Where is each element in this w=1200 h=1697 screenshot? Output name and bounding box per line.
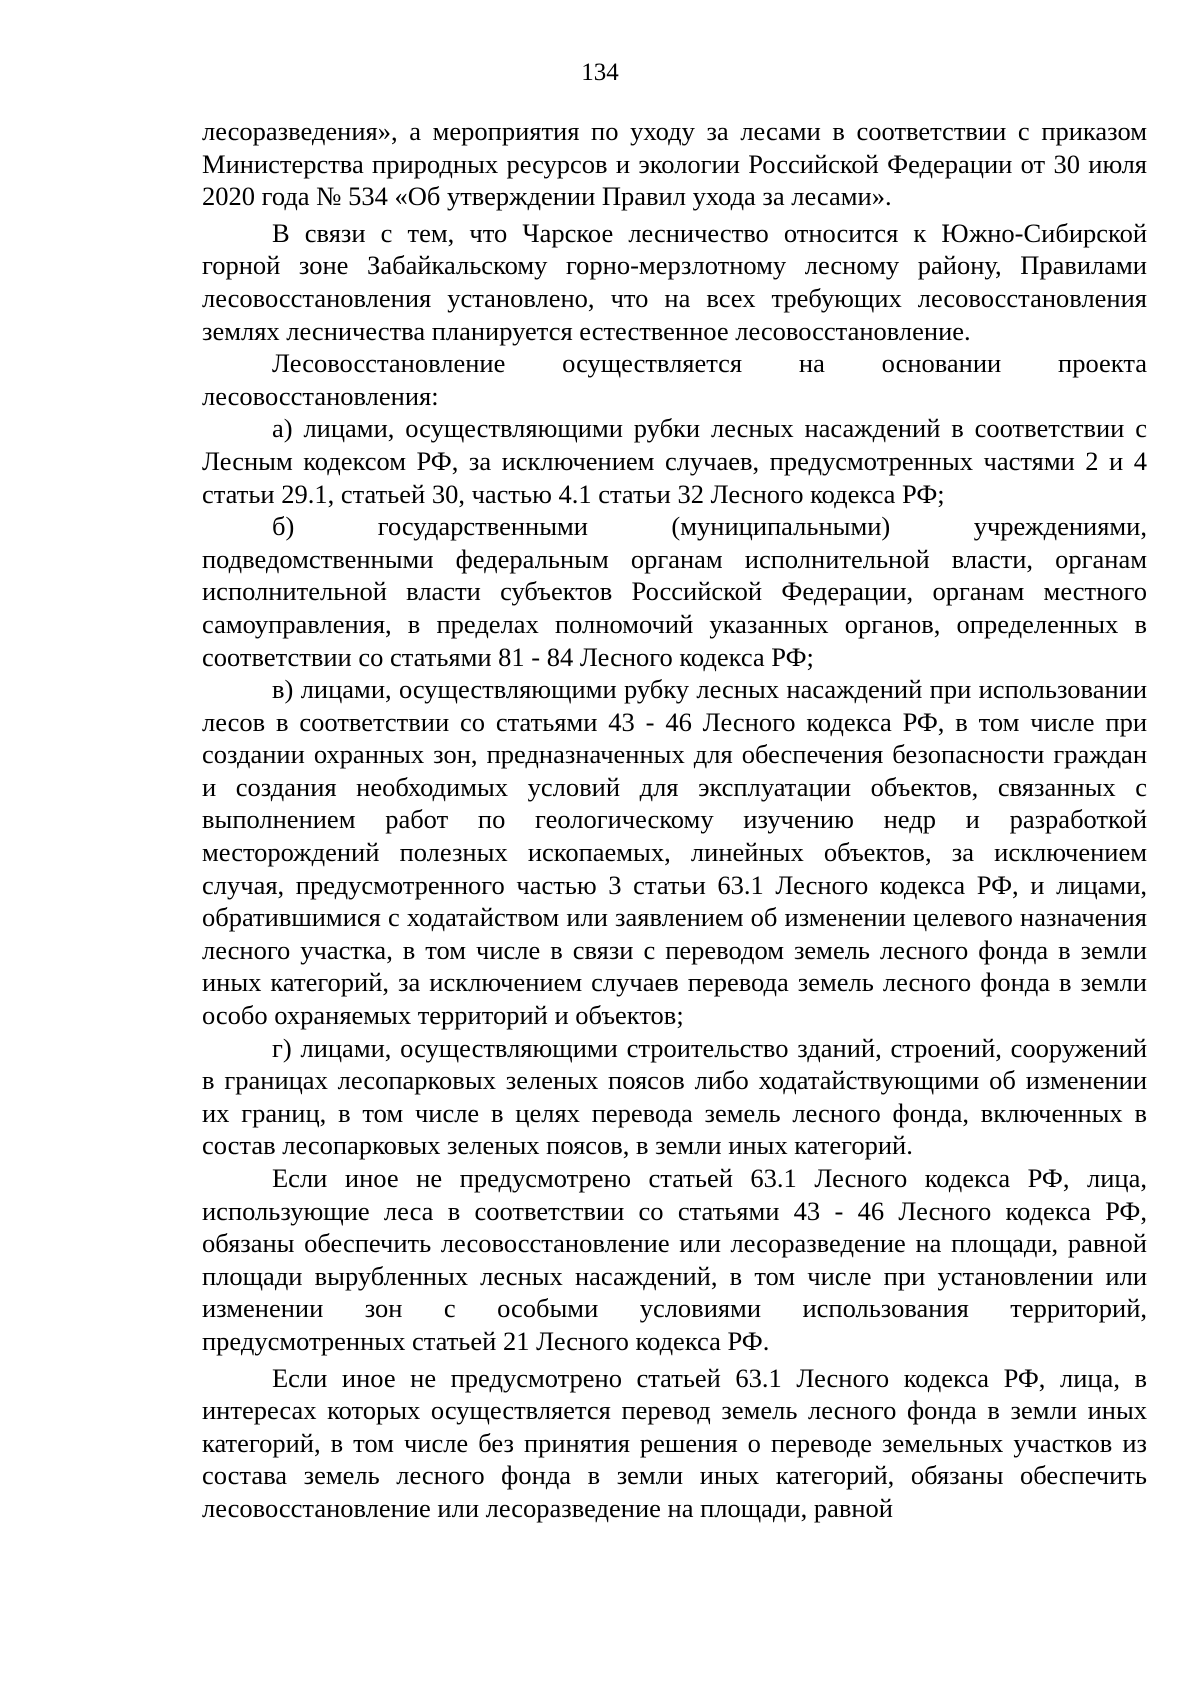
paragraph-land-transfer-obligation: Если иное не предусмотрено статьей 63.1 Лесного кодекса РФ, лица, в интересах которых осуществляется перевод земель лесного фонда в земли иных категорий, в том числе без принятия решения о переводе земельных участков из состава земель лесного фонда в земли иных категорий, обязаны обеспечить лесовосстановление или лесоразведение на площади, равной (202, 1362, 1147, 1523)
paragraph-reforestation-basis: Лесовосстановление осуществляется на основании проекта лесовосстановления: (202, 348, 1147, 411)
list-item-a: а) лицами, осуществляющими рубки лесных насаждений в соответствии с Лесным кодексом РФ, за исключением случаев, предусмотренных частями 2 и 4 статьи 29.1, статьей 30, частью 4.1 статьи 32 Лесного кодекса РФ; (202, 413, 1147, 509)
list-item-v: в) лицами, осуществляющими рубку лесных насаждений при использовании лесов в соответствии со статьями 43 - 46 Лесного кодекса РФ, в том числе при создании охранных зон, предназначенных для обеспечения безопасности граждан и создания необходимых условий для эксплуатации объектов, связанных с выполнением работ по геологическому изучению недр и разработкой месторождений полезных ископаемых, линейных объектов, за исключением случая, предусмотренного частью 3 статьи 63.1 Лесного кодекса РФ, и лицами, обратившимися с ходатайством или заявлением об изменении целевого назначения лесного участка, в том числе в связи с переводом земель лесного фонда в земли иных категорий, за исключением случаев перевода земель лесного фонда в земли особо охраняемых территорий и объектов; (202, 674, 1147, 1031)
list-item-b: б) государственными (муниципальными) учреждениями, подведомственными федеральным органам исполнительной власти, органам исполнительной власти субъектов Российской Федерации, органам местного самоуправления, в пределах полномочий указанных органов, определенных в соответствии со статьями 81 - 84 Лесного кодекса РФ; (202, 511, 1147, 672)
page-number: 134 (581, 59, 619, 86)
paragraph-forestry-zone: В связи с тем, что Чарское лесничество относится к Южно-Сибирской горной зоне Забайкальскому горно-мерзлотному лесному району, Правилами лесовосстановления установлено, что на всех требующих лесовосстановления землях лесничества планируется естественное лесовосстановление. (202, 217, 1147, 346)
list-item-g: г) лицами, осуществляющими строительство зданий, строений, сооружений в границах лесопарковых зеленых поясов либо ходатайствующими об изменении их границ, в том числе в целях перевода земель лесного фонда, включенных в состав лесопарковых зеленых поясов, в земли иных категорий. (202, 1032, 1147, 1161)
paragraph-continuation: лесоразведения», а мероприятия по уходу за лесами в соответствии с приказом Министерства природных ресурсов и экологии Российской Федерации от 30 июля 2020 года № 534 «Об утверждении Правил ухода за лесами». (202, 116, 1147, 212)
document-body (202, 115, 1147, 1525)
paragraph-forest-users-obligation: Если иное не предусмотрено статьей 63.1 Лесного кодекса РФ, лица, использующие леса в соответствии со статьями 43 - 46 Лесного кодекса РФ, обязаны обеспечить лесовосстановление или лесоразведение на площади, равной площади вырубленных лесных насаждений, в том числе при установлении или изменении зон с особыми условиями использования территорий, предусмотренных статьей 21 Лесного кодекса РФ. (202, 1163, 1147, 1356)
